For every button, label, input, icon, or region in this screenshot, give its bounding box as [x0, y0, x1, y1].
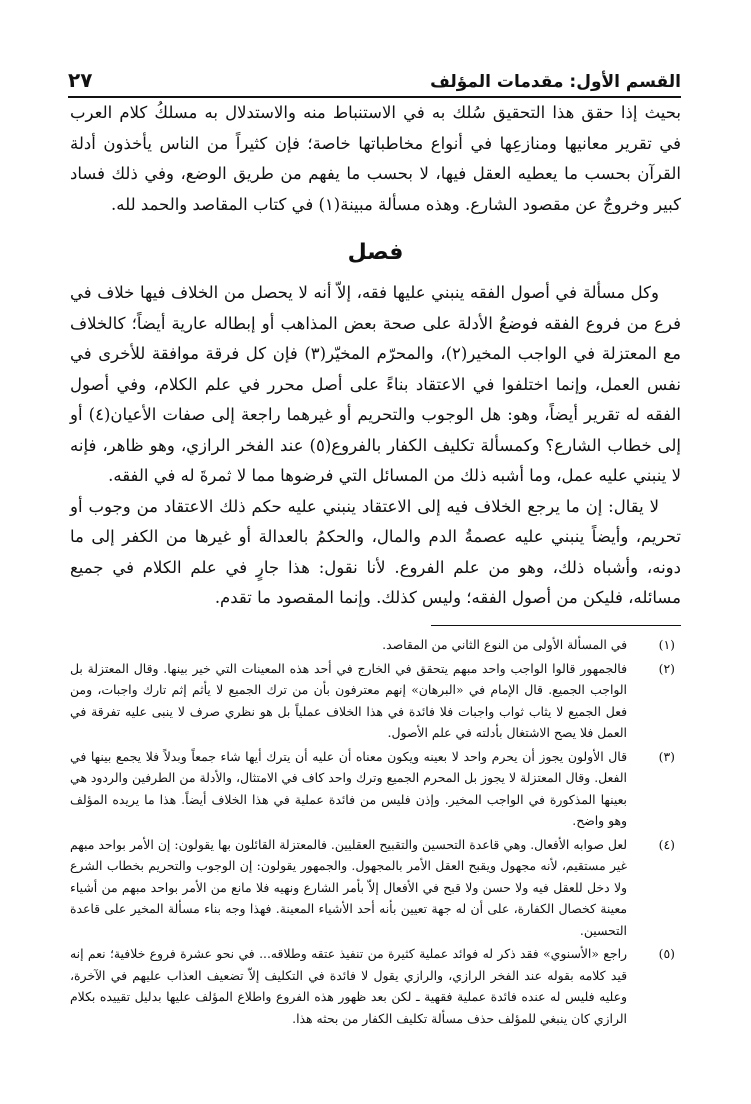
footnote [70, 943, 681, 1029]
footnote-text: قال الأولون يجوز أن يحرم واحد لا بعينه ويكون معناه أن عليه أن يترك أيها شاء جمعاً وبدلاً فلا يجمع بينها في الفعل. وقال المعتزلة لا يجوز بل المحرم الجميع وترك واحد كاف في الامتثال، والأدلة من الطرفين والردود هي بعينها المذكورة في الواجب المخير. وإذن فليس من فائدة عملية في هذا الخلاف أيضاً. هذا ما يريده المؤلف وهو واضح. [70, 748, 627, 828]
footnote [70, 834, 681, 942]
header-title: القسم الأول: مقدمات المؤلف [430, 72, 681, 92]
paragraph-2: وكل مسألة في أصول الفقه ينبني عليها فقه، إلاّ أنه لا يحصل من الخلاف فيها خلاف في فرع من فروع الفقه فوضعُ الأدلة على صحة بعض المذاهب أو إبطاله عارية أيضاً؛ كالخلاف مع المعتزلة في الواجب المخير(٢)، والمحرّم المخيّر(٣) فإن كل فرقة موافقة للأخرى في نفس العمل، وإنما اختلفوا في الاعتقاد بناءً على أصل محرر في علم الكلام، وفي أصول الفقه له تقرير أيضاً، وهو: هل الوجوب والتحريم أو غيرهما راجعة إلى صفات الأعيان(٤) أو إلى خطاب الشارع؟ وكمسألة تكليف الكفار بالفروع(٥) عند الفخر الرازي، وهو ظاهر، فإنه لا ينبني عليه عمل، وما أشبه ذلك من المسائل التي فرضوها مما لا ثمرةَ له في الفقه. [70, 283, 682, 485]
footnote-number: (١) [658, 637, 675, 652]
footnote-text: راجع «الأسنوي» فقد ذكر له فوائد عملية كثيرة من تنفيذ عتقه وطلاقه... في نحو عشرة فروع خلافية؛ نعم إنه قيد كلامه بقوله عند الفخر الرازي، والرازي يقول لا فائدة في التكليف إلاّ تضعيف العذاب عليهم في الآخرة، وعليه فليس له عنده فائدة عملية فقهية ـ لكن بعد ظهور هذه الفروع واطلاع المؤلف عليها بدليل تقييده بكلام الرازي كان ينبغي للمؤلف حذف مسألة تكليف الكفار من بحثه هذا. [70, 946, 627, 1026]
footnote-number: (٢) [658, 660, 675, 676]
footnote-number: (٣) [658, 748, 675, 764]
footnote-text: في المسألة الأولى من النوع الثاني من المقاصد. [382, 637, 627, 652]
main-text [70, 98, 681, 614]
footnote-number: (٥) [658, 946, 675, 961]
running-header [68, 56, 681, 98]
footnote-divider [431, 625, 681, 626]
footnote-number: (٤) [658, 836, 675, 852]
footnote [70, 634, 681, 656]
footnote-text: فالجمهور قالوا الواجب واحد مبهم يتحقق في الخارج في أحد هذه المعينات التي خير بينها. وقال المعتزلة بل الواجب الجميع. قال الإمام في «البرهان» إنهم معترفون بأن من ترك الجميع لا يأثم إثم تارك واجبات، ومن فعل الجميع لا يثاب ثواب واجبات فلا فائدة في هذا الخلاف عملياً بل هو نظري صرف لا ينبى عليه تفرقة في العمل فلا يصح الاشتغال بأدلته في علم الأصول. [70, 660, 627, 740]
footnote [70, 746, 681, 832]
paragraph-3: لا يقال: إن ما يرجع الخلاف فيه إلى الاعتقاد ينبني عليه حكم ذلك الاعتقاد من وجوب أو تحريم، وأيضاً ينبني عليه عصمةُ الدم والمال، والحكمُ بالعدالة أو غيرها من الكفر إلى ما دونه، وأشباه ذلك، وهو من علم الفروع. لأنا نقول: هذا جارٍ في علم الكلام في جميع مسائله، فليكن من أصول الفقه؛ وليس كذلك. وإنما المقصود ما تقدم. [70, 496, 681, 607]
footnote-text: لعل صوابه الأفعال. وهي قاعدة التحسين والتقبيح العقليين. فالمعتزلة القائلون بها يقولون: إن الأمر بواحد مبهم غير مستقيم، لأنه مجهول ويقبح العقل الأمر بالمجهول. والجمهور يقولون: إن الوجوب والتحريم بخطاب الشرع ولا دخل للعقل فيه ولا حسن ولا قبح في الأفعال إلاّ بأمر الشارع ونهيه فلا مانع من الأمر بواحد مبهم من أشياء معينة كخصال الكفارة، على أن له جهة تعيين بأنه أحد الأشياء المعينة. فهذا وجه بناء مسألة المخير على قاعدة التحسين. [70, 836, 627, 938]
paragraph-1: بحيث إذا حقق هذا التحقيق سُلك به في الاستنباط منه والاستدلال به مسلكُ كلام العرب في تقرير معانيها ومنازعِها في أنواع مخاطباتها خاصة؛ فإن كثيراً من الناس يأخذون أدلة القرآن بحسب ما يعطيه العقل فيها، لا بحسب ما يفهم من طريق الوضع، وفي ذلك فساد كبير وخروجٌ عن مقصود الشارع. وهذه مسألة مبينة(١) في كتاب المقاصد والحمد لله. [70, 103, 681, 214]
footnotes [70, 634, 681, 1031]
page-number: ٢٧ [68, 68, 93, 92]
section-heading: فصل [347, 240, 404, 265]
footnote [70, 658, 681, 744]
